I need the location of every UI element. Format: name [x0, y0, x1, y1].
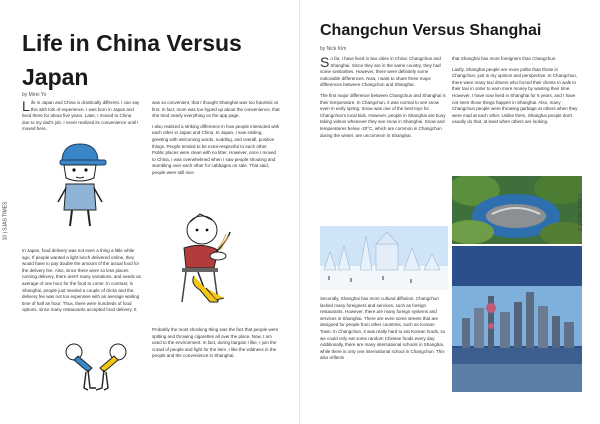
left-page-folio: 10 | SJAS TIMES	[2, 201, 9, 241]
shanghai-skyline-photo	[452, 246, 582, 392]
right-page-folio: 11 | SJAS TIMES	[578, 193, 585, 233]
left-dropcap: L	[22, 98, 30, 114]
right-col1-bottom-text: Secondly, Shanghai has more cultural diffusion. Changchun lacked many foreigners and services, such as foreign restaurants. However, there are many foreign systems and services in Shanghai. There are even some streets that are designed for people from other countries, such as Korean Town. In Changchun, it was really hard to eat Korean foods, so we could only eat some random Chinese foods every day. Additionally, there are many international schools in Shanghai, while there is only one international school in Changchun. This also reflects	[320, 296, 446, 361]
left-col2-bottom-text: Probably the most shocking thing was the fact that people were spitting and throwing cigarettes all over the place. Now, I am used to the environment. In fact, during bargain I like, I join the crowd of people and fight for the item. I like the wildness in the people and the convenience in Shanghai.	[152, 327, 279, 359]
right-col1-top-text: So far, I have lived in two cities in China: Changchun and Shanghai. Since they are in the same country, they had some similarities. However, there were definitely some noticeable differences. Now, I want to share three major differences between Changchun and Shanghai. The first major difference between Changchun and Shanghai is their temperature. In Changchun, it was normal to see snow even in early spring. Snow was one of the best toys for Changchun's local kids. However, people in Shanghai are busy taking videos whenever they see snow in Shanghai. Snow and temperatures below -20°C, which are common in Changchun during the winter, are uncommon in Shanghai.	[320, 54, 446, 138]
boy-cap-illustration	[50, 140, 110, 228]
right-page	[300, 0, 600, 424]
left-col1-bottom-text: In Japan, food delivery was not even a thing a little while ago. If people wanted a light lunch delivered online, they would have to pay double the amount of the actual food for the delivery fee. Also, since there were so less places running delivery, there aren't many variations, and needs an average of one hour for the food to come. In contrast, in Shanghai, people just needed a couple of clicks and the delivery fee was not too expensive with an average waiting time of half an hour. Thus, there were hundreds of food options, since many restaurants accepted food delivery. It	[22, 248, 142, 313]
right-page-title: Changchun Versus Shanghai	[320, 22, 542, 39]
left-col2-text: was so convenient, that I thought Shanghai was too futuristic at first. In fact, mom was too hyped up about the convenience, that she tried nearly everything on the app page. I also realized a striking difference in how people interacted with each other in Japan and China. In Japan, I saw smiling, greeting with welcoming words, nodding, and overall, positive things. People tended to be extra-respectful to each other. Public places were clean with no litter. However, once I moved to China, I was overwhelmed when I saw people shouting and stumbling over each other for cabbages on sale. That said, people were still nice.	[152, 100, 280, 175]
noodle-eater-illustration	[172, 210, 236, 308]
bowing-people-illustration	[62, 338, 130, 400]
right-col2-text: that Shanghai has more foreigners than Changchun. Lastly, Shanghai people are more polite than those in Changchun, just in my opinion and perspective. In Changchun, there were many taxi drivers who forced their clients to walk to their taxi in order to earn more money by wasting their time. However, I have now lived in Shanghai for 6 years, and I have not seen those things happen in Shanghai. Also, many Changchun people were throwing garbage at others when they were mad at each other. Unlike them, Shanghai people don't usually do that, at least when others are looking.	[452, 56, 578, 125]
left-byline: by Mirei Yo	[22, 92, 47, 98]
right-byline: by Nick Kim	[320, 46, 347, 52]
left-page-title: Life in China Versus Japan	[22, 30, 242, 90]
ice-palace-photo	[320, 226, 448, 290]
changchun-park-photo	[452, 176, 585, 244]
left-col1-text: Life in Japan and China is drastically different. I can say this with lots of experience. I was born in Japan and lived there for about five years. Later, I moved to China due to my dad's job. I never realized its convenience until I moved here,	[22, 98, 140, 132]
right-dropcap: S	[320, 54, 330, 70]
